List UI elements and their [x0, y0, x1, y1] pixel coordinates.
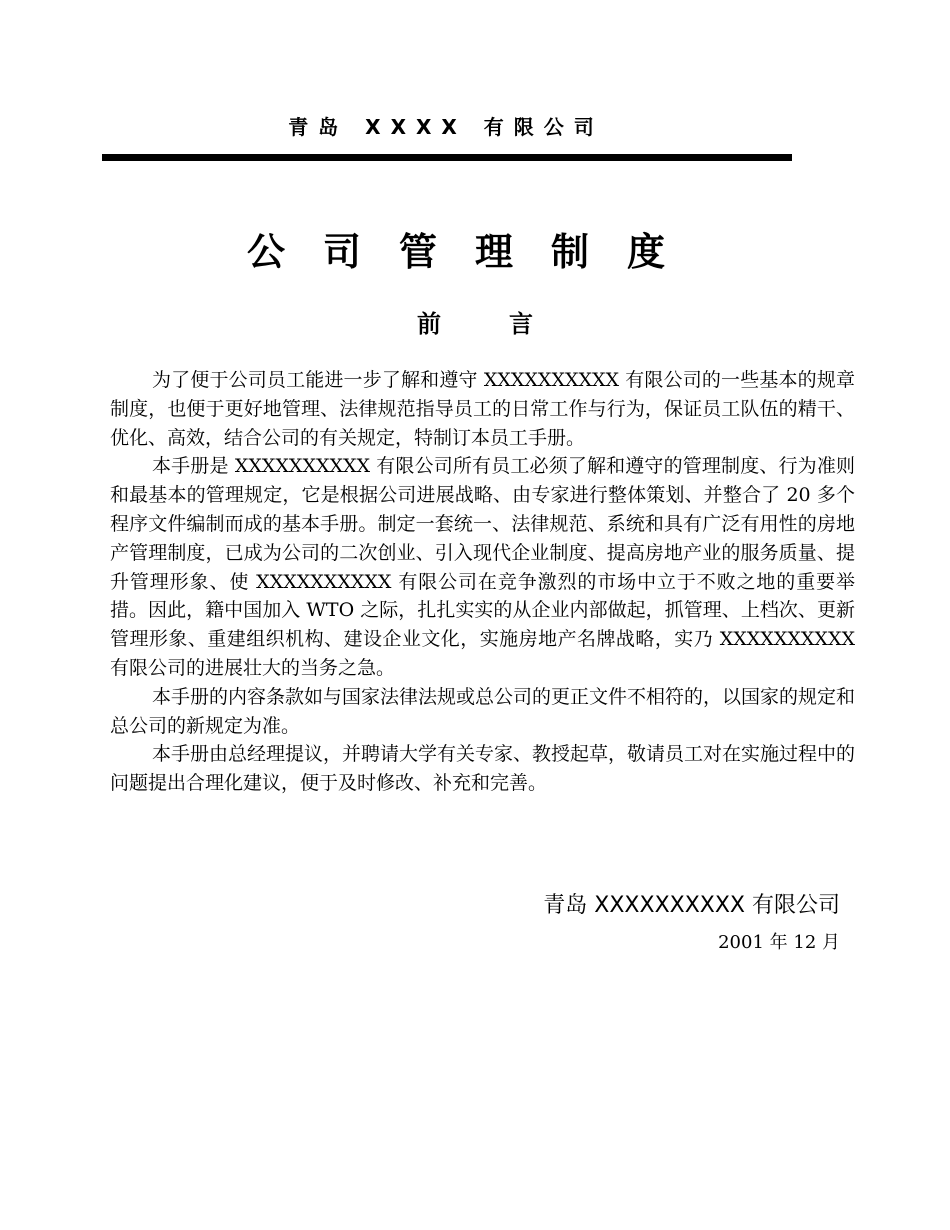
preface-paragraph-1: 为了便于公司员工能进一步了解和遵守 XXXXXXXXXX 有限公司的一些基本的规章制度，也便于更好地管理、法律规范指导员工的日常工作与行为，保证员工队伍的精干、优化、高效，结合公司的有关规定，特制订本员工手册。 — [110, 369, 855, 449]
document-title: 公司管理制度 — [246, 230, 703, 274]
page-header-company: 青岛 XXXX 有限公司 — [288, 115, 604, 139]
signature-date: 2001 年 12 月 — [718, 932, 840, 953]
header-rule — [102, 154, 792, 161]
preface-body — [110, 366, 855, 798]
preface-paragraph-2: 本手册是 XXXXXXXXXX 有限公司所有员工必须了解和遵守的管理制度、行为准则和最基本的管理规定，它是根据公司进展战略、由专家进行整体策划、并整合了 20 多个程序文件编制而成的基本手册。制定一套统一、法律规范、系统和具有广泛有用性的房地产管理制度，已成为公司的二次创业、引入现代企业制度、提高房地产业的服务质量、提升管理形象、使 XXXXXXXXXX 有限公司在竞争激烈的市场中立于不败之地的重要举措。因此，籍中国加入 WTO 之际，扎扎实实的从企业内部做起，抓管理、上档次、更新管理形象、重建组织机构、建设企业文化，实施房地产名牌战略，实乃 XXXXXXXXXX 有限公司的进展壮大的当务之急。 — [110, 455, 855, 679]
preface-paragraph-3: 本手册的内容条款如与国家法律法规或总公司的更正文件不相符的，以国家的规定和总公司的新规定为准。 — [110, 685, 856, 737]
preface-paragraph-4: 本手册由总经理提议，并聘请大学有关专家、教授起草，敬请员工对在实施过程中的问题提出合理化建议，便于及时修改、补充和完善。 — [110, 743, 856, 795]
signature-block — [400, 888, 840, 958]
signature-company: 青岛 XXXXXXXXXX 有限公司 — [543, 893, 840, 918]
section-title-preface: 前言 — [417, 310, 601, 338]
